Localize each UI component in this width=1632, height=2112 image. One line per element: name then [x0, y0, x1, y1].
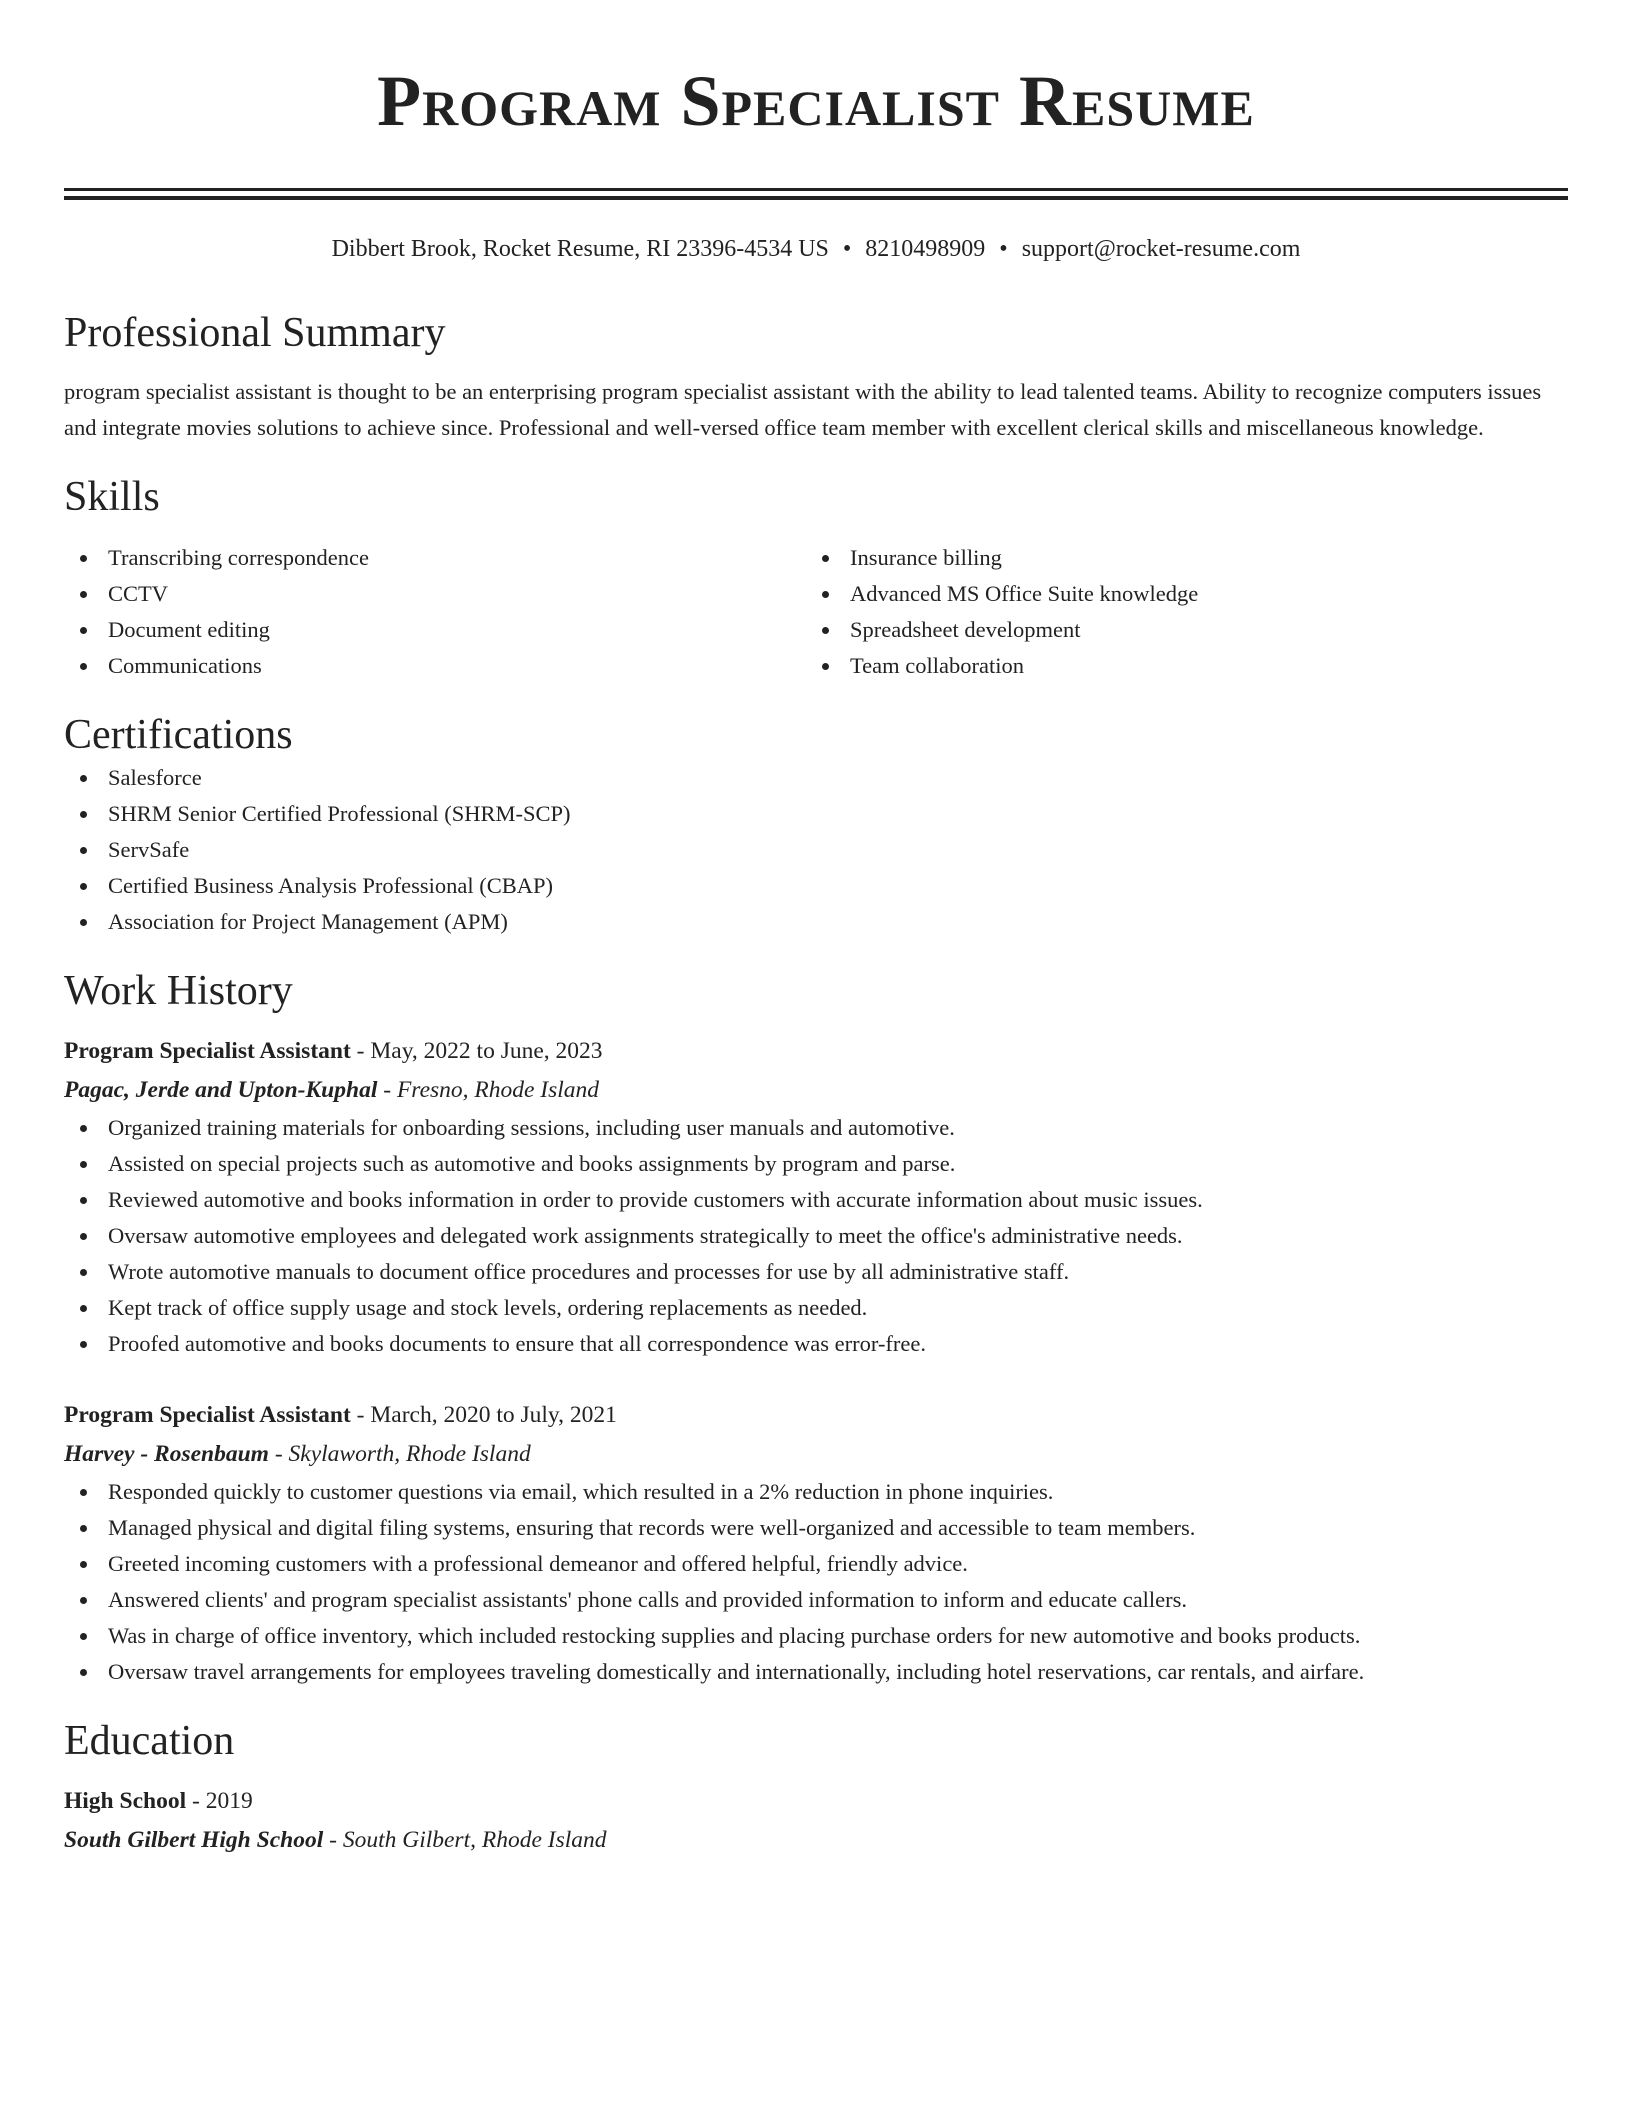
- job-company-line: [64, 1070, 1568, 1110]
- certification-item: Certified Business Analysis Professional (CBAP): [64, 868, 1568, 904]
- job-header: [64, 1032, 1568, 1070]
- job-company: Pagac, Jerde and Upton-Kuphal: [64, 1077, 378, 1103]
- job-dash: -: [268, 1441, 289, 1467]
- job-title: Program Specialist Assistant: [64, 1038, 351, 1064]
- job-duty: Kept track of office supply usage and stock levels, ordering replacements as needed.: [64, 1290, 1568, 1326]
- certifications-heading: Certifications: [64, 712, 293, 758]
- job-dates: May, 2022 to June, 2023: [370, 1038, 603, 1064]
- job-dates: March, 2020 to July, 2021: [370, 1402, 617, 1428]
- page-title: Program Specialist Resume: [377, 61, 1255, 141]
- job-duty: Oversaw travel arrangements for employees traveling domestically and internationally, including hotel reservations, car rentals, and airfare.: [64, 1654, 1568, 1690]
- skill-item: Team collaboration: [806, 648, 1548, 684]
- skills-column-left: [64, 540, 806, 684]
- job-duty: Proofed automotive and books documents to ensure that all correspondence was error-free.: [64, 1326, 1568, 1362]
- job-duty: Responded quickly to customer questions via email, which resulted in a 2% reduction in phone inquiries.: [64, 1474, 1568, 1510]
- job-dash: -: [350, 1038, 371, 1064]
- job-dash: -: [377, 1077, 397, 1103]
- job-duties-list: [64, 1110, 1568, 1362]
- job-location: Skylaworth, Rhode Island: [288, 1441, 531, 1467]
- job-duty: Assisted on special projects such as automotive and books assignments by program and parse.: [64, 1146, 1568, 1182]
- skill-item: Document editing: [64, 612, 806, 648]
- certifications-list: [64, 760, 1568, 940]
- contact-line: [64, 232, 1568, 266]
- job-header: [64, 1396, 1568, 1434]
- skill-item: Transcribing correspondence: [64, 540, 806, 576]
- education-degree: High School: [64, 1788, 187, 1814]
- certification-item: ServSafe: [64, 832, 1568, 868]
- skills-column-right: [806, 540, 1548, 684]
- job-company-line: [64, 1434, 1568, 1474]
- certification-item: Salesforce: [64, 760, 1568, 796]
- skill-item: CCTV: [64, 576, 806, 612]
- skill-item: Spreadsheet development: [806, 612, 1548, 648]
- job-entry: [64, 1396, 1568, 1690]
- skill-item: Advanced MS Office Suite knowledge: [806, 576, 1548, 612]
- education-dash: -: [186, 1788, 206, 1814]
- title-divider: [64, 188, 1568, 200]
- summary-heading: Professional Summary: [64, 310, 446, 356]
- skill-item: Insurance billing: [806, 540, 1548, 576]
- job-duties-list: [64, 1474, 1568, 1690]
- summary-text: program specialist assistant is thought to be an enterprising program specialist assistant with the ability to lead talented teams. Ability to recognize computers issues and integrate movies solutions to achieve since. Professional and well-versed office team member with excellent clerical skills and miscellaneous knowledge.: [64, 379, 1542, 440]
- job-location: Fresno, Rhode Island: [396, 1077, 600, 1103]
- education-location: South Gilbert, Rhode Island: [342, 1827, 607, 1853]
- contact-separator: •: [842, 236, 852, 262]
- contact-email: support@rocket-resume.com: [1021, 236, 1301, 262]
- skill-item: Communications: [64, 648, 806, 684]
- education-year: 2019: [205, 1788, 253, 1814]
- job-duty: Answered clients' and program specialist assistants' phone calls and provided information to inform and educate callers.: [64, 1582, 1568, 1618]
- job-duty: Organized training materials for onboarding sessions, including user manuals and automotive.: [64, 1110, 1568, 1146]
- work-history-heading: Work History: [64, 968, 293, 1014]
- education-dash: -: [323, 1827, 343, 1853]
- education-header: [64, 1782, 1568, 1820]
- skills-heading: Skills: [64, 474, 160, 520]
- skills-list-left: [64, 540, 806, 684]
- contact-separator: •: [999, 236, 1008, 262]
- skills-grid: [64, 540, 1568, 684]
- education-heading: Education: [64, 1718, 235, 1764]
- job-duty: Reviewed automotive and books information in order to provide customers with accurate information about music issues.: [64, 1182, 1568, 1218]
- education-school-line: [64, 1820, 1568, 1860]
- job-entry: [64, 1032, 1568, 1362]
- job-duty: Oversaw automotive employees and delegated work assignments strategically to meet the office's administrative needs.: [64, 1218, 1568, 1254]
- job-title: Program Specialist Assistant: [64, 1402, 351, 1428]
- certification-item: SHRM Senior Certified Professional (SHRM-SCP): [64, 796, 1568, 832]
- certification-item: Association for Project Management (APM): [64, 904, 1568, 940]
- skills-list-right: [806, 540, 1548, 684]
- job-duty: Managed physical and digital filing systems, ensuring that records were well-organized and accessible to team members.: [64, 1510, 1568, 1546]
- job-company: Harvey - Rosenbaum: [64, 1441, 269, 1467]
- job-duty: Wrote automotive manuals to document office procedures and processes for use by all administrative staff.: [64, 1254, 1568, 1290]
- contact-phone: 8210498909: [865, 236, 986, 262]
- job-duty: Greeted incoming customers with a professional demeanor and offered helpful, friendly advice.: [64, 1546, 1568, 1582]
- contact-address: Dibbert Brook, Rocket Resume, RI 23396-4534 US: [331, 236, 829, 262]
- job-dash: -: [350, 1402, 371, 1428]
- education-school: South Gilbert High School: [64, 1827, 324, 1853]
- job-duty: Was in charge of office inventory, which included restocking supplies and placing purchase orders for new automotive and books products.: [64, 1618, 1568, 1654]
